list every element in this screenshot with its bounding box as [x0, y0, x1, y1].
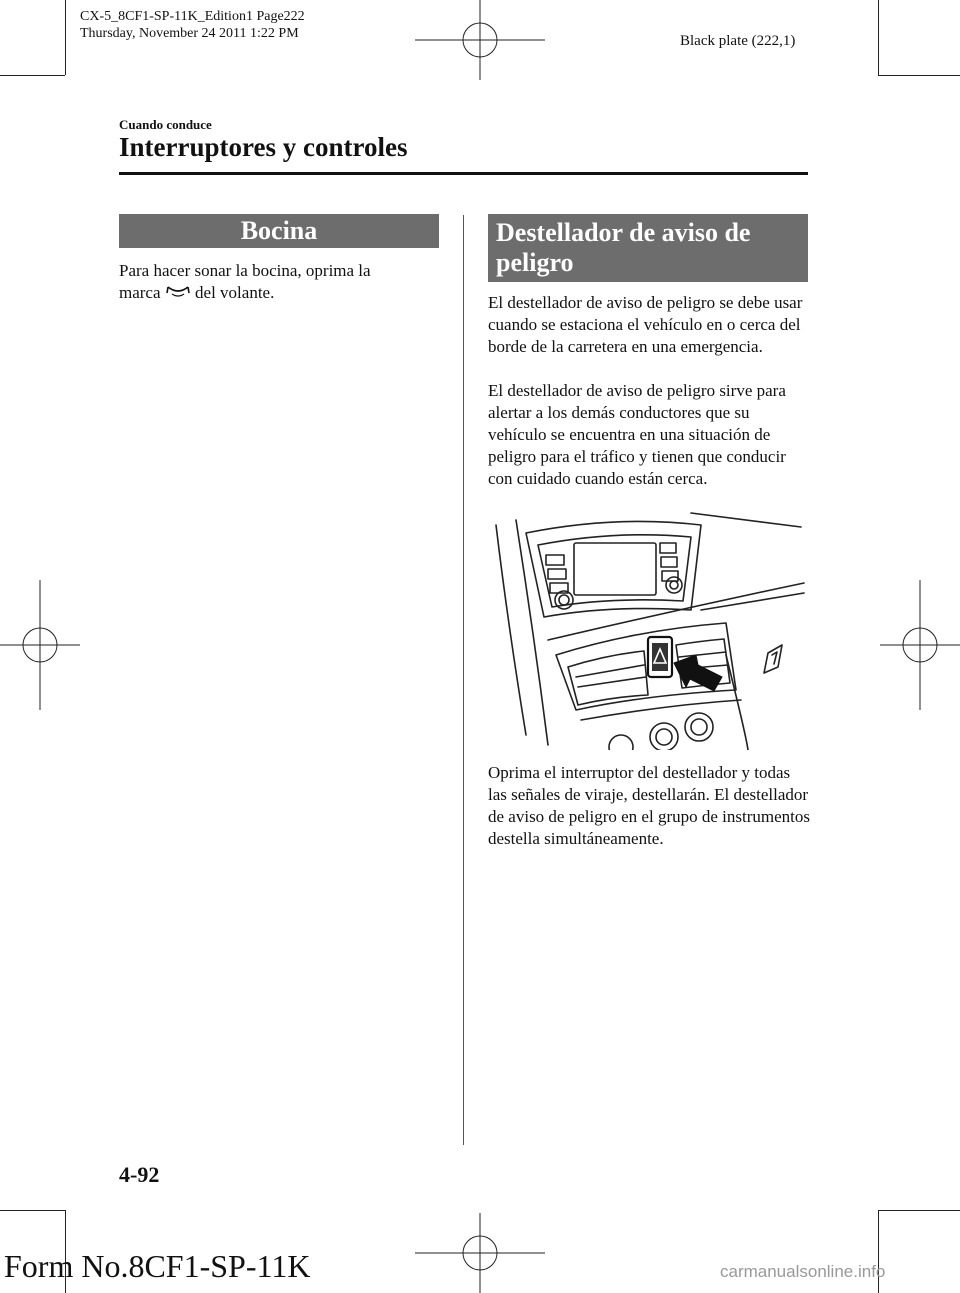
- registration-mark-right: [880, 580, 960, 710]
- registration-mark-top: [415, 0, 545, 80]
- watermark: carmanualsonline.info: [720, 1262, 886, 1281]
- column-divider: [463, 215, 464, 1145]
- page-number: 4-92: [119, 1162, 160, 1187]
- horn-icon: [165, 285, 191, 299]
- print-date-line: Thursday, November 24 2011 1:22 PM: [80, 26, 299, 41]
- bocina-line-2: [119, 282, 449, 304]
- section-subtitle: Cuando conduce: [119, 117, 212, 132]
- paragraph-1: El destellador de aviso de peligro se debe usar cuando se estaciona el vehículo en o cerca del borde de la carretera en una emergencia.: [488, 293, 803, 356]
- registration-mark-bottom: [415, 1213, 545, 1293]
- bocina-line-1: Para hacer sonar la bocina, oprima la: [119, 261, 371, 280]
- bocina-line-2-before: marca: [119, 283, 161, 302]
- bocina-line-2-after: del volante.: [195, 283, 275, 302]
- crop-mark: [878, 1210, 960, 1211]
- heading-bocina-text: Bocina: [240, 216, 318, 245]
- crop-mark: [878, 0, 879, 75]
- crop-mark: [0, 1210, 65, 1211]
- heading-destellador-line-1: Destellador de aviso de: [496, 218, 751, 247]
- crop-mark: [0, 75, 65, 76]
- print-file-line: CX-5_8CF1-SP-11K_Edition1 Page222: [80, 9, 305, 24]
- heading-destellador-line-2: peligro: [496, 248, 574, 277]
- heading-destellador: [488, 214, 808, 282]
- paragraph-2: El destellador de aviso de peligro sirve para alertar a los demás conductores que su vehículo se encuentra en una situación de peligro para el tráfico y tienen que conducir con cuidado cuando están cerca.: [488, 381, 786, 488]
- paragraph-3: Oprima el interruptor del destellador y todas las señales de viraje, destellarán. El destellador de aviso de peligro en el grupo de instrumentos destella simultáneamente.: [488, 763, 810, 848]
- registration-mark-left: [0, 580, 80, 710]
- bocina-text: [119, 260, 449, 304]
- form-number: Form No.8CF1-SP-11K: [4, 1248, 311, 1284]
- destellador-text: [488, 292, 810, 512]
- page-title: Interruptores y controles: [119, 132, 408, 162]
- header-rule: [119, 172, 808, 175]
- crop-mark: [65, 0, 66, 75]
- hazard-switch: [648, 637, 672, 677]
- heading-bocina: [119, 214, 439, 248]
- dashboard-illustration: [486, 505, 808, 750]
- crop-mark: [878, 75, 960, 76]
- destellador-instruction: [488, 762, 810, 872]
- print-plate: Black plate (222,1): [680, 33, 796, 49]
